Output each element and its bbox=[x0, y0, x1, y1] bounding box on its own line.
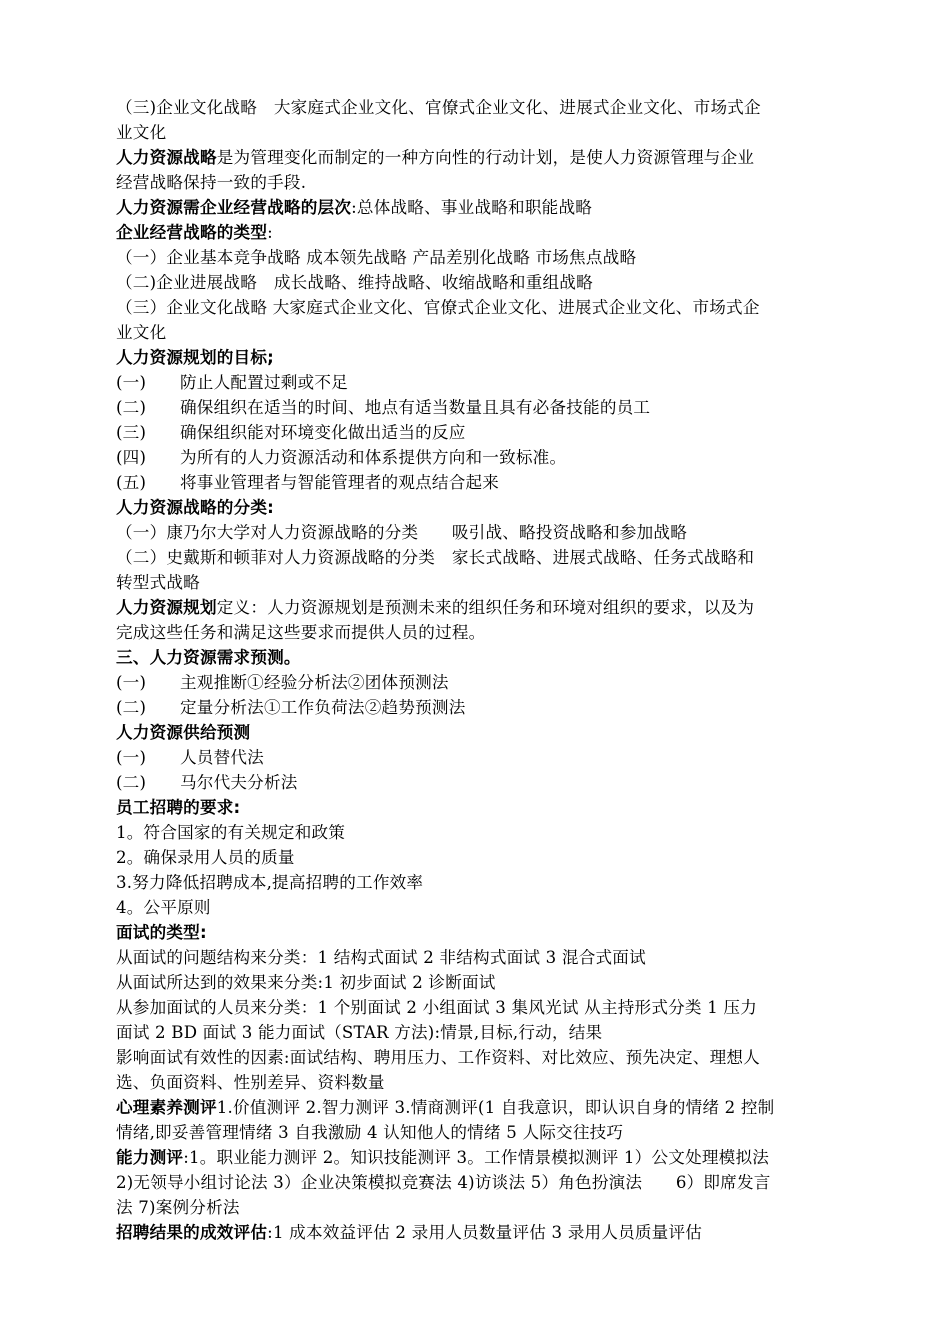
text-line bbox=[116, 695, 860, 720]
line-text: 从面试的问题结构来分类：1 结构式面试 2 非结构式面试 3 混合式面试 bbox=[116, 948, 646, 967]
text-line bbox=[116, 1220, 860, 1245]
list-number: (二) bbox=[116, 773, 147, 792]
text-line bbox=[116, 120, 860, 145]
text-line bbox=[116, 670, 860, 695]
text-line bbox=[116, 420, 860, 445]
text-line bbox=[116, 520, 860, 545]
text-line bbox=[116, 345, 860, 370]
text-line bbox=[116, 645, 860, 670]
bold-heading: 人力资源战略的分类: bbox=[116, 498, 274, 517]
text-line bbox=[116, 195, 860, 220]
line-text: 完成这些任务和满足这些要求而提供人员的过程。 bbox=[116, 623, 486, 642]
text-line bbox=[116, 495, 860, 520]
line-text: （二)企业进展战略 成长战略、维持战略、收缩战略和重组战略 bbox=[116, 273, 593, 292]
text-line bbox=[116, 895, 860, 920]
line-text: 1。符合国家的有关规定和政策 bbox=[116, 823, 346, 842]
text-line bbox=[116, 395, 860, 420]
line-text: 经营战略保持一致的手段. bbox=[116, 173, 307, 192]
text-line bbox=[116, 1195, 860, 1220]
list-number: (一) bbox=[116, 673, 147, 692]
text-line bbox=[116, 795, 860, 820]
text-line bbox=[116, 95, 860, 120]
line-text: 将事业管理者与智能管理者的观点结合起来 bbox=[180, 473, 500, 492]
bold-heading: 员工招聘的要求: bbox=[116, 798, 241, 817]
text-line bbox=[116, 870, 860, 895]
text-line bbox=[116, 820, 860, 845]
line-text: 3.努力降低招聘成本,提高招聘的工作效率 bbox=[116, 873, 424, 892]
text-line bbox=[116, 970, 860, 995]
text-line bbox=[116, 545, 860, 570]
line-text: 2。确保录用人员的质量 bbox=[116, 848, 295, 867]
text-line bbox=[116, 170, 860, 195]
text-line bbox=[116, 570, 860, 595]
text-line bbox=[116, 620, 860, 645]
text-line bbox=[116, 845, 860, 870]
list-number: (五) bbox=[116, 473, 147, 492]
line-text: 是为管理变化而制定的一种方向性的行动计划，是使人力资源管理与企业 bbox=[216, 148, 755, 167]
line-text: （一）企业基本竞争战略 成本领先战略 产品差别化战略 市场焦点战略 bbox=[116, 248, 637, 267]
line-text: （三)企业文化战略 大家庭式企业文化、官僚式企业文化、进展式企业文化、市场式企 bbox=[116, 98, 761, 117]
line-text: 定量分析法①工作负荷法②趋势预测法 bbox=[180, 698, 466, 717]
bold-heading: 企业经营战略的类型 bbox=[116, 223, 268, 242]
line-text: （二）史戴斯和顿菲对人力资源战略的分类 家长式战略、进展式战略、任务式战略和 bbox=[116, 548, 755, 567]
text-line bbox=[116, 270, 860, 295]
text-line bbox=[116, 770, 860, 795]
bold-heading: 人力资源战略 bbox=[116, 148, 217, 167]
text-line bbox=[116, 470, 860, 495]
line-text: :1。职业能力测评 2。知识技能测评 3。工作情景模拟测评 1）公文处理模拟法 bbox=[183, 1148, 770, 1167]
line-text: 业文化 bbox=[116, 123, 167, 142]
bold-heading: 面试的类型: bbox=[116, 923, 207, 942]
text-line bbox=[116, 295, 860, 320]
line-text: 定义：人力资源规划是预测未来的组织任务和环境对组织的要求，以及为 bbox=[216, 598, 755, 617]
bold-heading: 人力资源供给预测 bbox=[116, 723, 251, 742]
list-number: (一) bbox=[116, 373, 147, 392]
text-line bbox=[116, 920, 860, 945]
line-text: 马尔代夫分析法 bbox=[180, 773, 298, 792]
text-line bbox=[116, 1020, 860, 1045]
line-text: 情绪,即妥善管理情绪 3 自我激励 4 认知他人的情绪 5 人际交往技巧 bbox=[116, 1123, 624, 1142]
line-text: 面试 2 BD 面试 3 能力面试（STAR 方法):情景,目标,行动，结果 bbox=[116, 1023, 603, 1042]
bold-heading: 能力测评 bbox=[116, 1148, 184, 1167]
bold-heading: 人力资源规划 bbox=[116, 598, 217, 617]
line-text: 2)无领导小组讨论法 3）企业决策模拟竞赛法 4)访谈法 5）角色扮演法 6）即席发言 bbox=[116, 1173, 771, 1192]
text-line bbox=[116, 320, 860, 345]
line-text: 防止人配置过剩或不足 bbox=[180, 373, 348, 392]
text-line bbox=[116, 1120, 860, 1145]
line-text: :总体战略、事业战略和职能战略 bbox=[351, 198, 593, 217]
line-text: 业文化 bbox=[116, 323, 167, 342]
text-line bbox=[116, 370, 860, 395]
text-line bbox=[116, 245, 860, 270]
list-number: (四) bbox=[116, 448, 147, 467]
line-text: （一）康乃尔大学对人力资源战略的分类 吸引战、略投资战略和参加战略 bbox=[116, 523, 687, 542]
line-text: 1.价值测评 2.智力测评 3.情商测评(1 自我意识，即认识自身的情绪 2 控制 bbox=[216, 1098, 775, 1117]
line-text: 主观推断①经验分析法②团体预测法 bbox=[180, 673, 449, 692]
bold-heading: 心理素养测评 bbox=[116, 1098, 217, 1117]
line-text: 人员替代法 bbox=[180, 748, 264, 767]
text-line bbox=[116, 995, 860, 1020]
line-text: 转型式战略 bbox=[116, 573, 200, 592]
line-text: （三）企业文化战略 大家庭式企业文化、官僚式企业文化、进展式企业文化、市场式企 bbox=[116, 298, 760, 317]
text-line bbox=[116, 445, 860, 470]
line-text: 为所有的人力资源活动和体系提供方向和一致标准。 bbox=[180, 448, 567, 467]
line-text: 4。公平原则 bbox=[116, 898, 211, 917]
text-line bbox=[116, 720, 860, 745]
text-line bbox=[116, 1145, 860, 1170]
line-text: 选、负面资料、性别差异、资料数量 bbox=[116, 1073, 385, 1092]
bold-heading: 人力资源规划的目标; bbox=[116, 348, 274, 367]
line-text: 从参加面试的人员来分类：1 个别面试 2 小组面试 3 集风光试 从主持形式分类 1 压力 bbox=[116, 998, 758, 1017]
list-number: (一) bbox=[116, 748, 147, 767]
text-line bbox=[116, 1170, 860, 1195]
line-text: 法 7)案例分析法 bbox=[116, 1198, 240, 1217]
line-text: 影响面试有效性的因素:面试结构、聘用压力、工作资料、对比效应、预先决定、理想人 bbox=[116, 1048, 760, 1067]
line-text: 从面试所达到的效果来分类:1 初步面试 2 诊断面试 bbox=[116, 973, 496, 992]
text-line bbox=[116, 220, 860, 245]
text-line bbox=[116, 1045, 860, 1070]
line-text: : bbox=[267, 223, 273, 242]
line-text: 确保组织能对环境变化做出适当的反应 bbox=[180, 423, 466, 442]
list-number: (三) bbox=[116, 423, 147, 442]
text-line bbox=[116, 745, 860, 770]
list-number: (二) bbox=[116, 698, 147, 717]
text-line bbox=[116, 945, 860, 970]
line-text: :1 成本效益评估 2 录用人员数量评估 3 录用人员质量评估 bbox=[267, 1223, 703, 1242]
bold-heading: 招聘结果的成效评估 bbox=[116, 1223, 268, 1242]
line-text: 确保组织在适当的时间、地点有适当数量且具有必备技能的员工 bbox=[180, 398, 651, 417]
bold-heading: 三、人力资源需求预测。 bbox=[116, 648, 301, 667]
text-line bbox=[116, 595, 860, 620]
text-line bbox=[116, 1070, 860, 1095]
list-number: (二) bbox=[116, 398, 147, 417]
bold-heading: 人力资源需企业经营战略的层次 bbox=[116, 198, 352, 217]
text-line bbox=[116, 145, 860, 170]
text-line bbox=[116, 1095, 860, 1120]
